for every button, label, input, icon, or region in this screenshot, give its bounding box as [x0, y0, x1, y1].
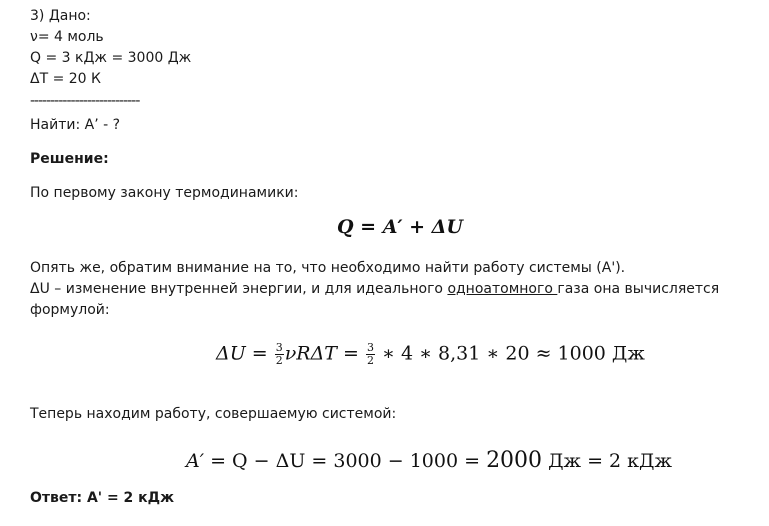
formula-first-law — [337, 216, 463, 238]
given-header: 3) Дано: — [30, 8, 91, 24]
formula1-q: Q — [337, 216, 354, 238]
formula-work — [186, 448, 672, 473]
note-line-2-end: газа она вычисляется — [557, 281, 720, 297]
solution-title: Решение: — [30, 151, 109, 167]
fraction1-denominator: 2 — [275, 354, 283, 367]
formula2-eq1: = — [245, 342, 274, 365]
fraction-three-halves-2 — [366, 342, 375, 367]
note-line-1: Опять же, обратим внимание на то, что необходимо найти работу системы (А'). — [30, 260, 626, 276]
answer-line: Ответ: А' = 2 кДж — [30, 490, 175, 506]
formula2-eq2: = — [336, 342, 365, 365]
fraction2-numerator: 3 — [366, 341, 374, 354]
formula2-vrdt: νRΔT — [284, 342, 337, 365]
note-line-2-start: ΔU – изменение внутренней энергии, и для идеального — [30, 281, 448, 297]
work-intro: Теперь находим работу, совершаемую системой: — [30, 406, 397, 422]
formula1-a: A′ — [382, 216, 403, 238]
note-underlined-word: одноатомного — [447, 281, 558, 297]
given-nu: ν= 4 моль — [30, 29, 104, 45]
formula3-a: A′ — [186, 450, 205, 472]
formula1-eq: = — [353, 216, 383, 238]
find-line: Найти: A’ - ? — [30, 117, 121, 133]
formula1-plus: + — [402, 216, 432, 238]
fraction-three-halves — [275, 342, 284, 367]
separator-line: --------------------------- — [30, 93, 140, 109]
formula3-tail: Дж = 2 кДж — [542, 450, 672, 472]
first-law-intro: По первому закону термодинамики: — [30, 185, 299, 201]
formula2-rest: ∗ 4 ∗ 8,31 ∗ 20 ≈ 1000 Дж — [375, 342, 645, 365]
note-line-2 — [30, 280, 719, 298]
formula3-big-number: 2000 — [486, 448, 543, 473]
formula1-du: ΔU — [431, 216, 463, 238]
given-q: Q = 3 кДж = 3000 Дж — [30, 50, 192, 66]
fraction1-numerator: 3 — [275, 341, 283, 354]
given-dt: ΔT = 20 К — [30, 71, 101, 87]
formula3-body: = Q − ΔU = 3000 − 1000 = — [204, 450, 487, 472]
fraction2-denominator: 2 — [366, 354, 374, 367]
formula2-du: ΔU — [216, 342, 246, 365]
note-line-3: формулой: — [30, 302, 110, 318]
formula-internal-energy — [216, 342, 645, 367]
